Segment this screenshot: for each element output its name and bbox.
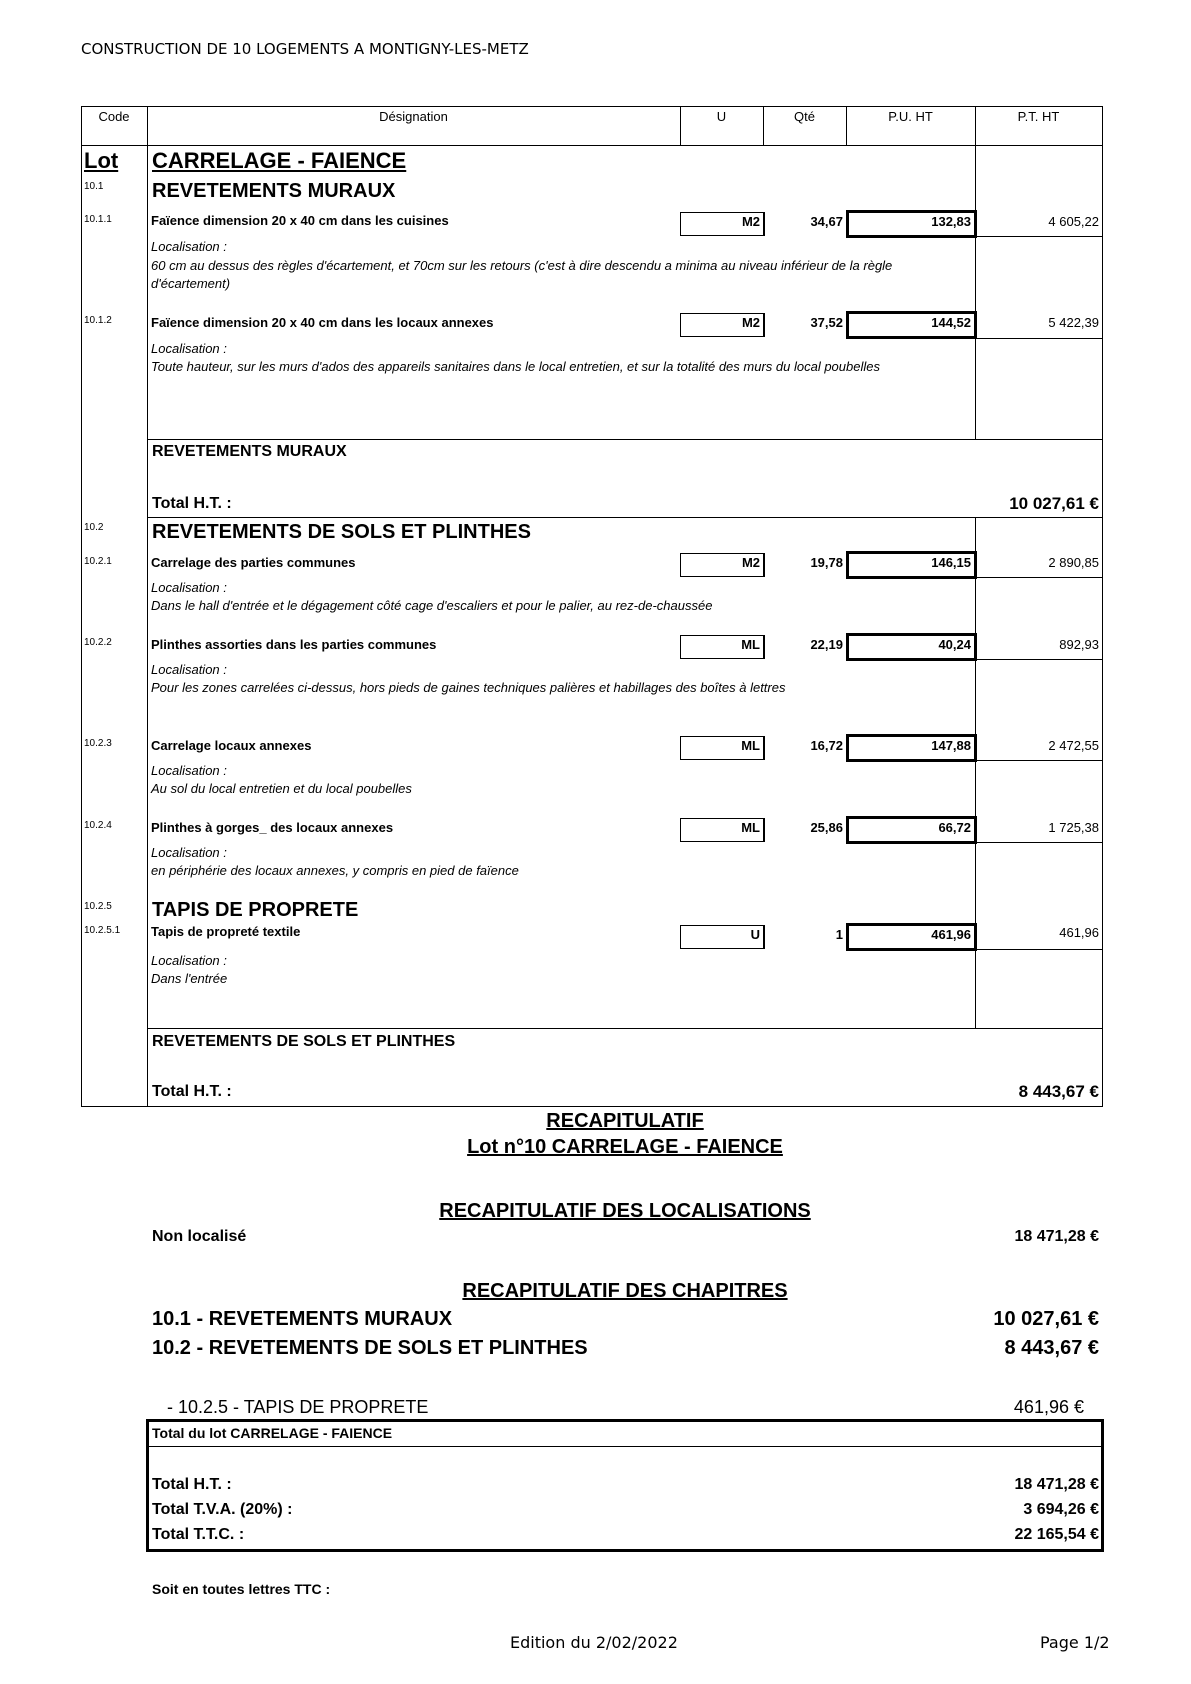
lot-title: CARRELAGE - FAIENCE xyxy=(152,148,407,173)
lot-label: Lot xyxy=(84,148,119,173)
recap-chapters-title: RECAPITULATIF DES CHAPITRES xyxy=(462,1280,788,1302)
localisation-label: Localisation : xyxy=(151,845,227,860)
total-ttc-value: 22 165,54 € xyxy=(1014,1526,1099,1543)
recap-localisations-title: RECAPITULATIF DES LOCALISATIONS xyxy=(439,1200,811,1222)
item-qty: 22,19 xyxy=(810,637,843,652)
subchapter-code: 10.2.5 xyxy=(84,901,112,912)
item-label: Plinthes à gorges_ des locaux annexes xyxy=(151,820,394,835)
total-tva-value: 3 694,26 € xyxy=(1023,1501,1099,1518)
localisation-text: Dans l'entrée xyxy=(151,971,228,986)
localisation-text: Dans le hall d'entrée et le dégagement côté cage d'escaliers et pour le palier, au rez-de-chaussée xyxy=(151,598,713,613)
header-unit: U xyxy=(716,109,727,124)
chapter-total-label: Total H.T. : xyxy=(152,1083,232,1100)
item-total-price: 4 605,22 xyxy=(1048,214,1099,229)
item-label: Faïence dimension 20 x 40 cm dans les cuisines xyxy=(151,213,449,228)
localisation-label: Localisation : xyxy=(151,763,227,778)
total-tva-label: Total T.V.A. (20%) : xyxy=(152,1501,293,1518)
page-number: Page 1/2 xyxy=(1040,1633,1110,1652)
item-unit: M2 xyxy=(741,214,760,229)
item-unit-price: 147,88 xyxy=(931,738,971,753)
item-qty: 16,72 xyxy=(810,738,843,753)
item-label: Carrelage locaux annexes xyxy=(151,738,312,753)
recap-lot-title: Lot n°10 CARRELAGE - FAIENCE xyxy=(467,1136,783,1158)
item-total-price: 892,93 xyxy=(1059,637,1099,652)
localisation-text: Pour les zones carrelées ci-dessus, hors pieds de gaines techniques palières et habillages des boîtes à lettres xyxy=(151,680,786,695)
recap-subchapter-label: - 10.2.5 - TAPIS DE PROPRETE xyxy=(167,1397,429,1417)
item-unit: M2 xyxy=(741,555,760,570)
total-ttc-label: Total T.T.C. : xyxy=(152,1526,245,1543)
recap-localisation-value: 18 471,28 € xyxy=(1014,1228,1099,1245)
item-code: 10.1.1 xyxy=(84,214,112,225)
total-ht-label: Total H.T. : xyxy=(152,1476,232,1493)
header-unit-price: P.U. HT xyxy=(888,109,933,124)
chapter-subtotal-title: REVETEMENTS DE SOLS ET PLINTHES xyxy=(152,1033,456,1050)
totals-box-title: Total du lot CARRELAGE - FAIENCE xyxy=(152,1425,393,1441)
chapter-subtotal-title: REVETEMENTS MURAUX xyxy=(152,443,347,460)
chapter-total-value: 8 443,67 € xyxy=(1018,1082,1099,1101)
recap-chapter-2-value: 8 443,67 € xyxy=(1004,1337,1099,1359)
item-unit-price: 146,15 xyxy=(931,555,971,570)
item-total-price: 2 472,55 xyxy=(1048,738,1099,753)
item-total-price: 5 422,39 xyxy=(1048,315,1099,330)
item-unit: ML xyxy=(741,820,760,835)
chapter-code: 10.1 xyxy=(84,181,104,192)
recap-chapter-1-label: 10.1 - REVETEMENTS MURAUX xyxy=(152,1308,453,1330)
document-title: CONSTRUCTION DE 10 LOGEMENTS A MONTIGNY-LES-METZ xyxy=(81,40,529,58)
item-unit-price: 132,83 xyxy=(931,214,971,229)
recap-localisation-label: Non localisé xyxy=(152,1228,247,1245)
localisation-text: Au sol du local entretien et du local poubelles xyxy=(151,781,412,796)
item-unit-price: 40,24 xyxy=(938,637,971,652)
localisation-label: Localisation : xyxy=(151,580,227,595)
localisation-label: Localisation : xyxy=(151,662,227,677)
item-unit: M2 xyxy=(741,315,760,330)
item-unit-price: 461,96 xyxy=(931,927,971,942)
item-total-price: 461,96 xyxy=(1059,925,1099,940)
item-qty: 1 xyxy=(835,927,843,942)
total-ht-value: 18 471,28 € xyxy=(1014,1476,1099,1493)
item-label: Plinthes assorties dans les parties communes xyxy=(151,637,437,652)
item-total-price: 2 890,85 xyxy=(1048,555,1099,570)
item-qty: 25,86 xyxy=(810,820,843,835)
item-unit-price: 66,72 xyxy=(938,820,971,835)
localisation-text: en périphérie des locaux annexes, y compris en pied de faïence xyxy=(151,863,519,878)
edition-date: Edition du 2/02/2022 xyxy=(510,1633,678,1652)
item-unit: U xyxy=(750,927,760,942)
item-code: 10.2.2 xyxy=(84,637,112,648)
item-unit-price: 144,52 xyxy=(931,315,971,330)
header-designation: Désignation xyxy=(379,109,448,124)
item-qty: 37,52 xyxy=(810,315,843,330)
amount-in-words-label: Soit en toutes lettres TTC : xyxy=(152,1581,331,1597)
chapter-title: REVETEMENTS MURAUX xyxy=(152,180,396,202)
item-unit: ML xyxy=(741,738,760,753)
chapter-title: REVETEMENTS DE SOLS ET PLINTHES xyxy=(152,521,531,543)
recap-chapter-1-value: 10 027,61 € xyxy=(993,1308,1099,1330)
chapter-total-value: 10 027,61 € xyxy=(1009,494,1099,513)
recap-title: RECAPITULATIF xyxy=(546,1110,704,1132)
item-qty: 34,67 xyxy=(810,214,843,229)
recap-subchapter-value: 461,96 € xyxy=(1013,1397,1084,1417)
localisation-text: 60 cm au dessus des règles d'écartement, et 70cm sur les retours (c'est à dire descendu a minima au niveau inférieur de la règle d'écartement) xyxy=(151,258,893,291)
item-unit: ML xyxy=(741,637,760,652)
item-label: Tapis de propreté textile xyxy=(151,924,301,939)
subchapter-title: TAPIS DE PROPRETE xyxy=(152,899,359,921)
item-qty: 19,78 xyxy=(810,555,843,570)
item-code: 10.2.5.1 xyxy=(84,925,121,936)
header-qty: Qté xyxy=(794,109,815,124)
header-total-price: P.T. HT xyxy=(1017,109,1060,124)
item-code: 10.2.4 xyxy=(84,820,112,831)
item-label: Carrelage des parties communes xyxy=(151,555,356,570)
header-code: Code xyxy=(98,109,130,124)
recap-chapter-2-label: 10.2 - REVETEMENTS DE SOLS ET PLINTHES xyxy=(152,1337,588,1359)
localisation-label: Localisation : xyxy=(151,953,227,968)
localisation-label: Localisation : xyxy=(151,341,227,356)
item-code: 10.2.3 xyxy=(84,738,112,749)
item-total-price: 1 725,38 xyxy=(1048,820,1099,835)
chapter-code: 10.2 xyxy=(84,522,104,533)
chapter-total-label: Total H.T. : xyxy=(152,495,232,512)
localisation-label: Localisation : xyxy=(151,239,227,254)
localisation-text: Toute hauteur, sur les murs d'ados des appareils sanitaires dans le local entretien, et sur la totalité des murs du local poubelles xyxy=(151,359,880,374)
item-code: 10.1.2 xyxy=(84,315,112,326)
item-label: Faïence dimension 20 x 40 cm dans les locaux annexes xyxy=(151,315,494,330)
item-code: 10.2.1 xyxy=(84,556,112,567)
